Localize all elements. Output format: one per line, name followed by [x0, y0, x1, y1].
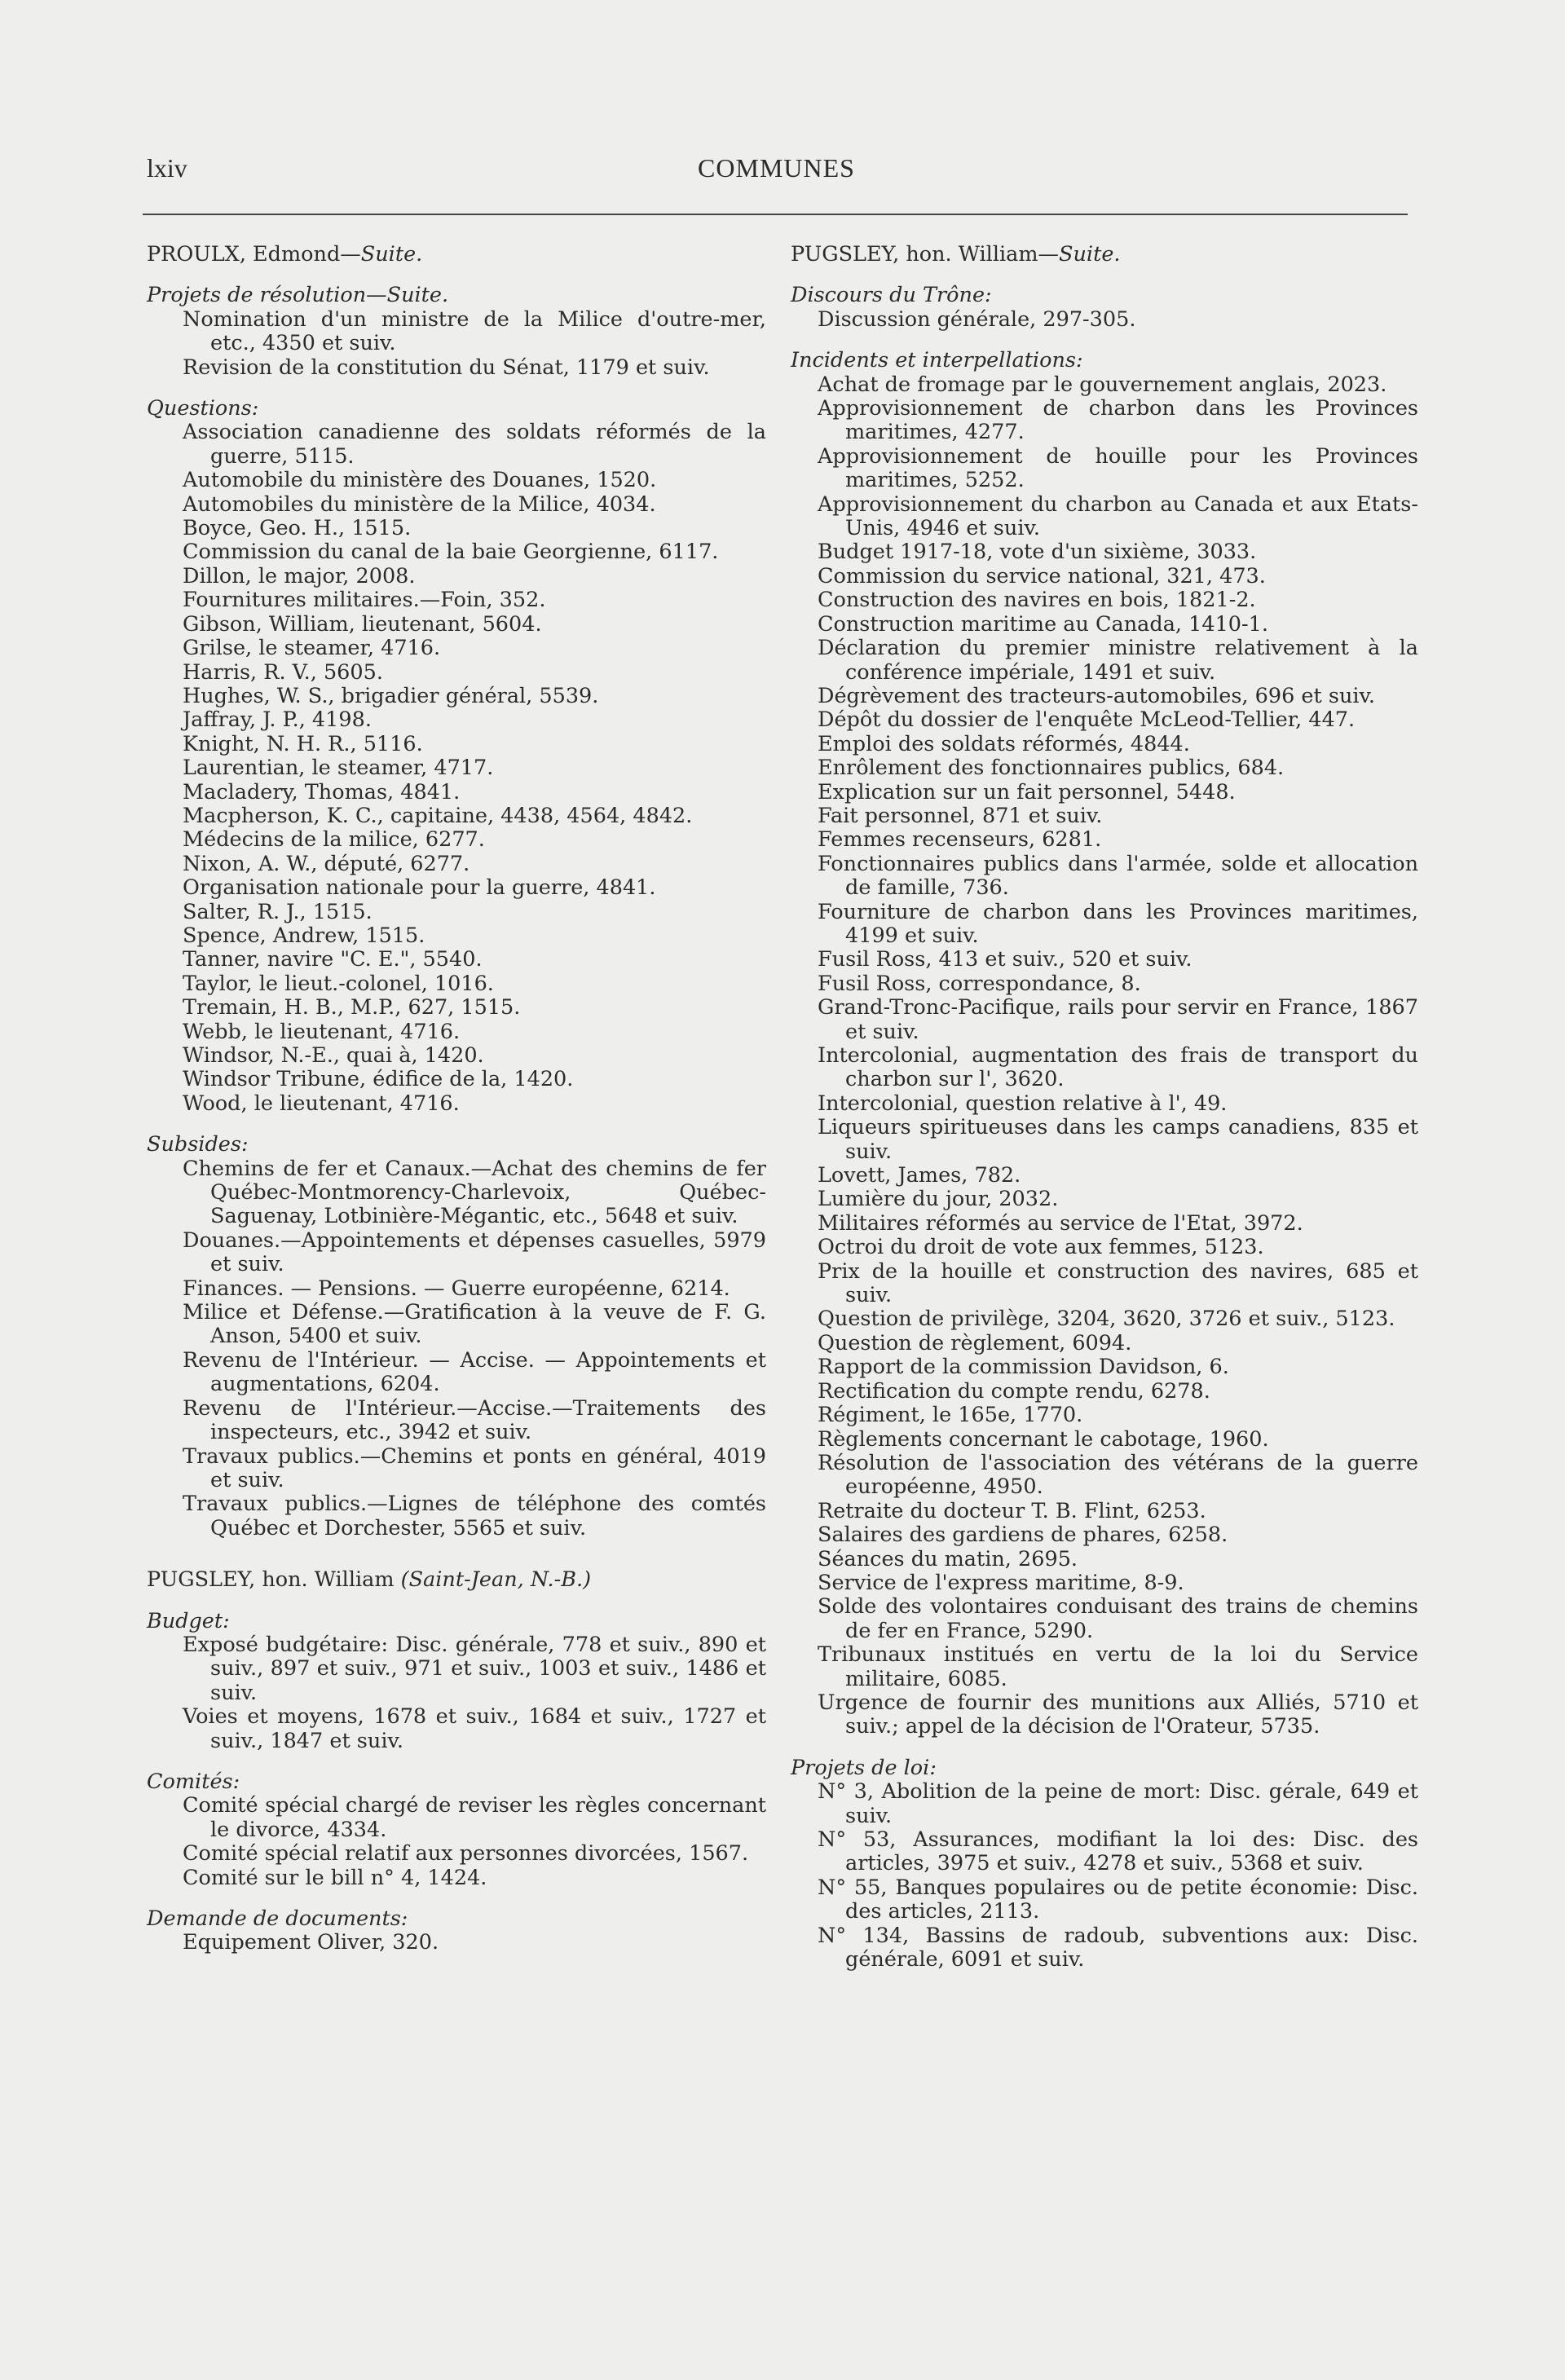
entry-name: PUGSLEY, hon. William	[147, 1567, 395, 1593]
index-entry: Rapport de la commission Davidson, 6.	[818, 1355, 1229, 1380]
index-entry: Retraite du docteur T. B. Flint, 6253.	[818, 1498, 1206, 1523]
entry-heading	[147, 243, 766, 267]
index-entry: Voies et moyens, 1678 et suiv., 1684 et suiv., 1727 et suiv., 1847 et suiv.	[183, 1704, 766, 1753]
index-entry: Enrôlement des fonctionnaires publics, 684.	[818, 756, 1285, 781]
index-entry: Nixon, A. W., député, 6277.	[183, 851, 470, 876]
index-entry: Knight, N. H. R., 5116.	[183, 731, 423, 756]
section-title: Projets de loi:	[791, 1755, 937, 1780]
index-list	[147, 421, 766, 1116]
index-entry: Windsor Tribune, édifice de la, 1420.	[183, 1067, 574, 1092]
index-entry: Tanner, navire "C. E.", 5540.	[183, 947, 483, 972]
index-entry: Organisation nationale pour la guerre, 4841.	[183, 875, 656, 901]
index-entry: Revenu de l'Intérieur.—Accise.—Traitements des inspecteurs, etc., 3942 et suiv.	[183, 1395, 766, 1445]
section-title: Discours du Trône:	[791, 283, 992, 308]
index-entry: Travaux publics.—Chemins et ponts en général, 4019 et suiv.	[183, 1443, 766, 1492]
section-title: Subsides:	[147, 1132, 249, 1157]
index-entry: Nomination d'un ministre de la Milice d'outre-mer, etc., 4350 et suiv.	[183, 306, 766, 356]
index-entry: Salter, R. J., 1515.	[183, 899, 373, 924]
entry-heading	[147, 1568, 766, 1592]
index-entry: Urgence de fournir des munitions aux Alliés, 5710 et suiv.; appel de la décision de l'Orateur, 5735.	[818, 1690, 1418, 1739]
index-entry: Automobiles du ministère de la Milice, 4034.	[183, 491, 656, 517]
left-column	[147, 243, 766, 1955]
index-entry: Médecins de la milice, 6277.	[183, 827, 485, 853]
header-rule	[143, 214, 1408, 215]
index-entry: Approvisionnement du charbon au Canada et aux Etats-Unis, 4946 et suiv.	[818, 491, 1418, 541]
running-title: COMMUNES	[698, 153, 855, 183]
index-entry: Femmes recenseurs, 6281.	[818, 827, 1102, 853]
index-entry: Grilse, le steamer, 4716.	[183, 636, 441, 661]
index-entry: Association canadienne des soldats réformés de la guerre, 5115.	[183, 420, 766, 469]
index-entry: Douanes.—Appointements et dépenses casuelles, 5979 et suiv.	[183, 1227, 766, 1277]
index-entry: Fournitures militaires.—Foin, 352.	[183, 588, 546, 613]
entry-suffix: —Suite.	[1038, 242, 1121, 267]
index-entry: Dépôt du dossier de l'enquête McLeod-Tellier, 447.	[818, 707, 1356, 733]
index-entry: Fait personnel, 871 et suiv.	[818, 803, 1103, 828]
index-entry: Budget 1917-18, vote d'un sixième, 3033.	[818, 540, 1257, 565]
index-entry: Laurentian, le steamer, 4717.	[183, 756, 494, 781]
index-entry: Webb, le lieutenant, 4716.	[183, 1019, 461, 1044]
index-entry: Dillon, le major, 2008.	[183, 563, 416, 588]
index-list	[147, 1633, 766, 1753]
index-entry: Prix de la houille et construction des navires, 685 et suiv.	[818, 1258, 1418, 1308]
index-list	[791, 373, 1418, 1739]
index-list	[147, 308, 766, 380]
index-entry: Achat de fromage par le gouvernement anglais, 2023.	[818, 372, 1387, 397]
index-entry: Règlements concernant le cabotage, 1960.	[818, 1426, 1269, 1452]
entry-suffix: —Suite.	[340, 242, 423, 267]
index-entry: Comité spécial chargé de reviser les règles concernant le divorce, 4334.	[183, 1793, 766, 1842]
index-entry: Dégrèvement des tracteurs-automobiles, 696 et suiv.	[818, 683, 1376, 708]
index-entry: Octroi du droit de vote aux femmes, 5123.	[818, 1235, 1264, 1260]
index-entry: Tribunaux institués en vertu de la loi du Service militaire, 6085.	[818, 1642, 1418, 1691]
index-entry: Revenu de l'Intérieur. — Accise. — Appointements et augmentations, 6204.	[183, 1347, 766, 1397]
index-entry: Lumière du jour, 2032.	[818, 1187, 1059, 1212]
section-title: Demande de documents:	[147, 1906, 408, 1931]
index-entry: Discussion générale, 297-305.	[818, 306, 1136, 332]
index-entry: Milice et Défense.—Gratification à la veuve de F. G. Anson, 5400 et suiv.	[183, 1300, 766, 1349]
index-list	[147, 1931, 766, 1955]
index-entry: Régiment, le 165e, 1770.	[818, 1403, 1083, 1428]
entry-heading	[791, 243, 1418, 267]
section-title: Budget:	[147, 1608, 230, 1633]
page-number: lxiv	[147, 153, 187, 183]
index-entry: Fusil Ross, 413 et suiv., 520 et suiv.	[818, 947, 1192, 972]
index-entry: Service de l'express maritime, 8-9.	[818, 1570, 1184, 1595]
section-title: Questions:	[147, 396, 259, 421]
entry-name: PUGSLEY, hon. William	[791, 242, 1038, 267]
index-entry: Comité spécial relatif aux personnes divorcées, 1567.	[183, 1841, 749, 1867]
section-title: Incidents et interpellations:	[791, 348, 1083, 373]
index-entry: Macladery, Thomas, 4841.	[183, 779, 461, 804]
entry-name: PROULX, Edmond	[147, 242, 341, 267]
index-entry: Approvisionnement de charbon dans les Provinces maritimes, 4277.	[818, 396, 1418, 445]
index-entry: Windsor, N.-E., quai à, 1420.	[183, 1043, 484, 1068]
index-entry: Grand-Tronc-Pacifique, rails pour servir en France, 1867 et suiv.	[818, 995, 1418, 1044]
index-entry: Question de règlement, 6094.	[818, 1330, 1132, 1355]
index-entry: Solde des volontaires conduisant des trains de chemins de fer en France, 5290.	[818, 1594, 1418, 1643]
entry-suffix: (Saint-Jean, N.-B.)	[394, 1567, 592, 1593]
index-list	[791, 1780, 1418, 1972]
section-title: Comités:	[147, 1769, 240, 1794]
index-entry: Lovett, James, 782.	[818, 1163, 1021, 1188]
index-entry: Exposé budgétaire: Disc. générale, 778 et suiv., 890 et suiv., 897 et suiv., 971 et suiv., 1003 et suiv., 1486 et suiv.	[183, 1632, 766, 1705]
index-entry: Fourniture de charbon dans les Provinces maritimes, 4199 et suiv.	[818, 899, 1418, 948]
index-entry: Spence, Andrew, 1515.	[183, 923, 425, 948]
page-header	[147, 153, 1406, 186]
index-entry: N° 55, Banques populaires ou de petite économie: Disc. des articles, 2113.	[818, 1875, 1418, 1924]
index-entry: Comité sur le bill n° 4, 1424.	[183, 1865, 487, 1890]
index-entry: Salaires des gardiens de phares, 6258.	[818, 1523, 1228, 1548]
index-entry: Hughes, W. S., brigadier général, 5539.	[183, 683, 599, 708]
index-entry: Explication sur un fait personnel, 5448.	[818, 779, 1236, 804]
index-list	[147, 1157, 766, 1541]
index-entry: Chemins de fer et Canaux.—Achat des chemins de fer Québec-Montmorency-Charlevoix, Québec-Saguenay, Lotbinière-Mégantic, etc., 5648 et suiv.	[183, 1156, 766, 1229]
index-entry: Rectification du compte rendu, 6278.	[818, 1378, 1210, 1404]
index-entry: Construction des navires en bois, 1821-2.	[818, 588, 1256, 613]
index-entry: Intercolonial, augmentation des frais de transport du charbon sur l', 3620.	[818, 1043, 1418, 1092]
index-entry: Macpherson, K. C., capitaine, 4438, 4564, 4842.	[183, 803, 693, 828]
index-entry: Equipement Oliver, 320.	[183, 1930, 439, 1955]
index-list	[791, 308, 1418, 332]
index-entry: Taylor, le lieut.-colonel, 1016.	[183, 971, 494, 996]
index-entry: Résolution de l'association des vétérans de la guerre européenne, 4950.	[818, 1450, 1418, 1500]
index-entry: Déclaration du premier ministre relativement à la conférence impériale, 1491 et suiv.	[818, 636, 1418, 685]
index-entry: Gibson, William, lieutenant, 5604.	[183, 611, 542, 637]
index-entry: Liqueurs spiritueuses dans les camps canadiens, 835 et suiv.	[818, 1115, 1418, 1164]
index-entry: Approvisionnement de houille pour les Provinces maritimes, 5252.	[818, 443, 1418, 493]
index-entry: Question de privilège, 3204, 3620, 3726 et suiv., 5123.	[818, 1307, 1395, 1332]
index-entry: N° 3, Abolition de la peine de mort: Disc. gérale, 649 et suiv.	[818, 1779, 1418, 1828]
index-entry: Revision de la constitution du Sénat, 1179 et suiv.	[183, 355, 710, 380]
index-entry: Fonctionnaires publics dans l'armée, solde et allocation de famille, 736.	[818, 851, 1418, 901]
index-entry: Jaffray, J. P., 4198.	[183, 707, 372, 733]
index-entry: Intercolonial, question relative à l', 49.	[818, 1091, 1228, 1116]
index-entry: Wood, le lieutenant, 4716.	[183, 1091, 460, 1116]
index-entry: Automobile du ministère des Douanes, 1520.	[183, 468, 657, 493]
index-entry: Finances. — Pensions. — Guerre européenne, 6214.	[183, 1276, 730, 1301]
index-entry: Harris, R. V., 5605.	[183, 659, 383, 685]
index-entry: Militaires réformés au service de l'Etat, 3972.	[818, 1210, 1303, 1236]
index-entry: N° 134, Bassins de radoub, subventions aux: Disc. générale, 6091 et suiv.	[818, 1923, 1418, 1972]
index-entry: Commission du canal de la baie Georgienne, 6117.	[183, 540, 719, 565]
index-list	[147, 1794, 766, 1890]
index-entry: Emploi des soldats réformés, 4844.	[818, 731, 1190, 756]
section-title: Projets de résolution—Suite.	[147, 283, 449, 308]
index-entry: Commission du service national, 321, 473.	[818, 563, 1266, 588]
index-entry: Construction maritime au Canada, 1410-1.	[818, 611, 1268, 637]
index-entry: Fusil Ross, correspondance, 8.	[818, 971, 1141, 996]
index-entry: Tremain, H. B., M.P., 627, 1515.	[183, 995, 521, 1020]
right-column	[791, 243, 1418, 1972]
index-entry: Travaux publics.—Lignes de téléphone des comtés Québec et Dorchester, 5565 et suiv.	[183, 1492, 766, 1540]
index-entry: Boyce, Geo. H., 1515.	[183, 516, 412, 541]
index-entry: N° 53, Assurances, modifiant la loi des: Disc. des articles, 3975 et suiv., 4278 et suiv., 5368 et suiv.	[818, 1827, 1418, 1876]
index-entry: Séances du matin, 2695.	[818, 1546, 1078, 1571]
